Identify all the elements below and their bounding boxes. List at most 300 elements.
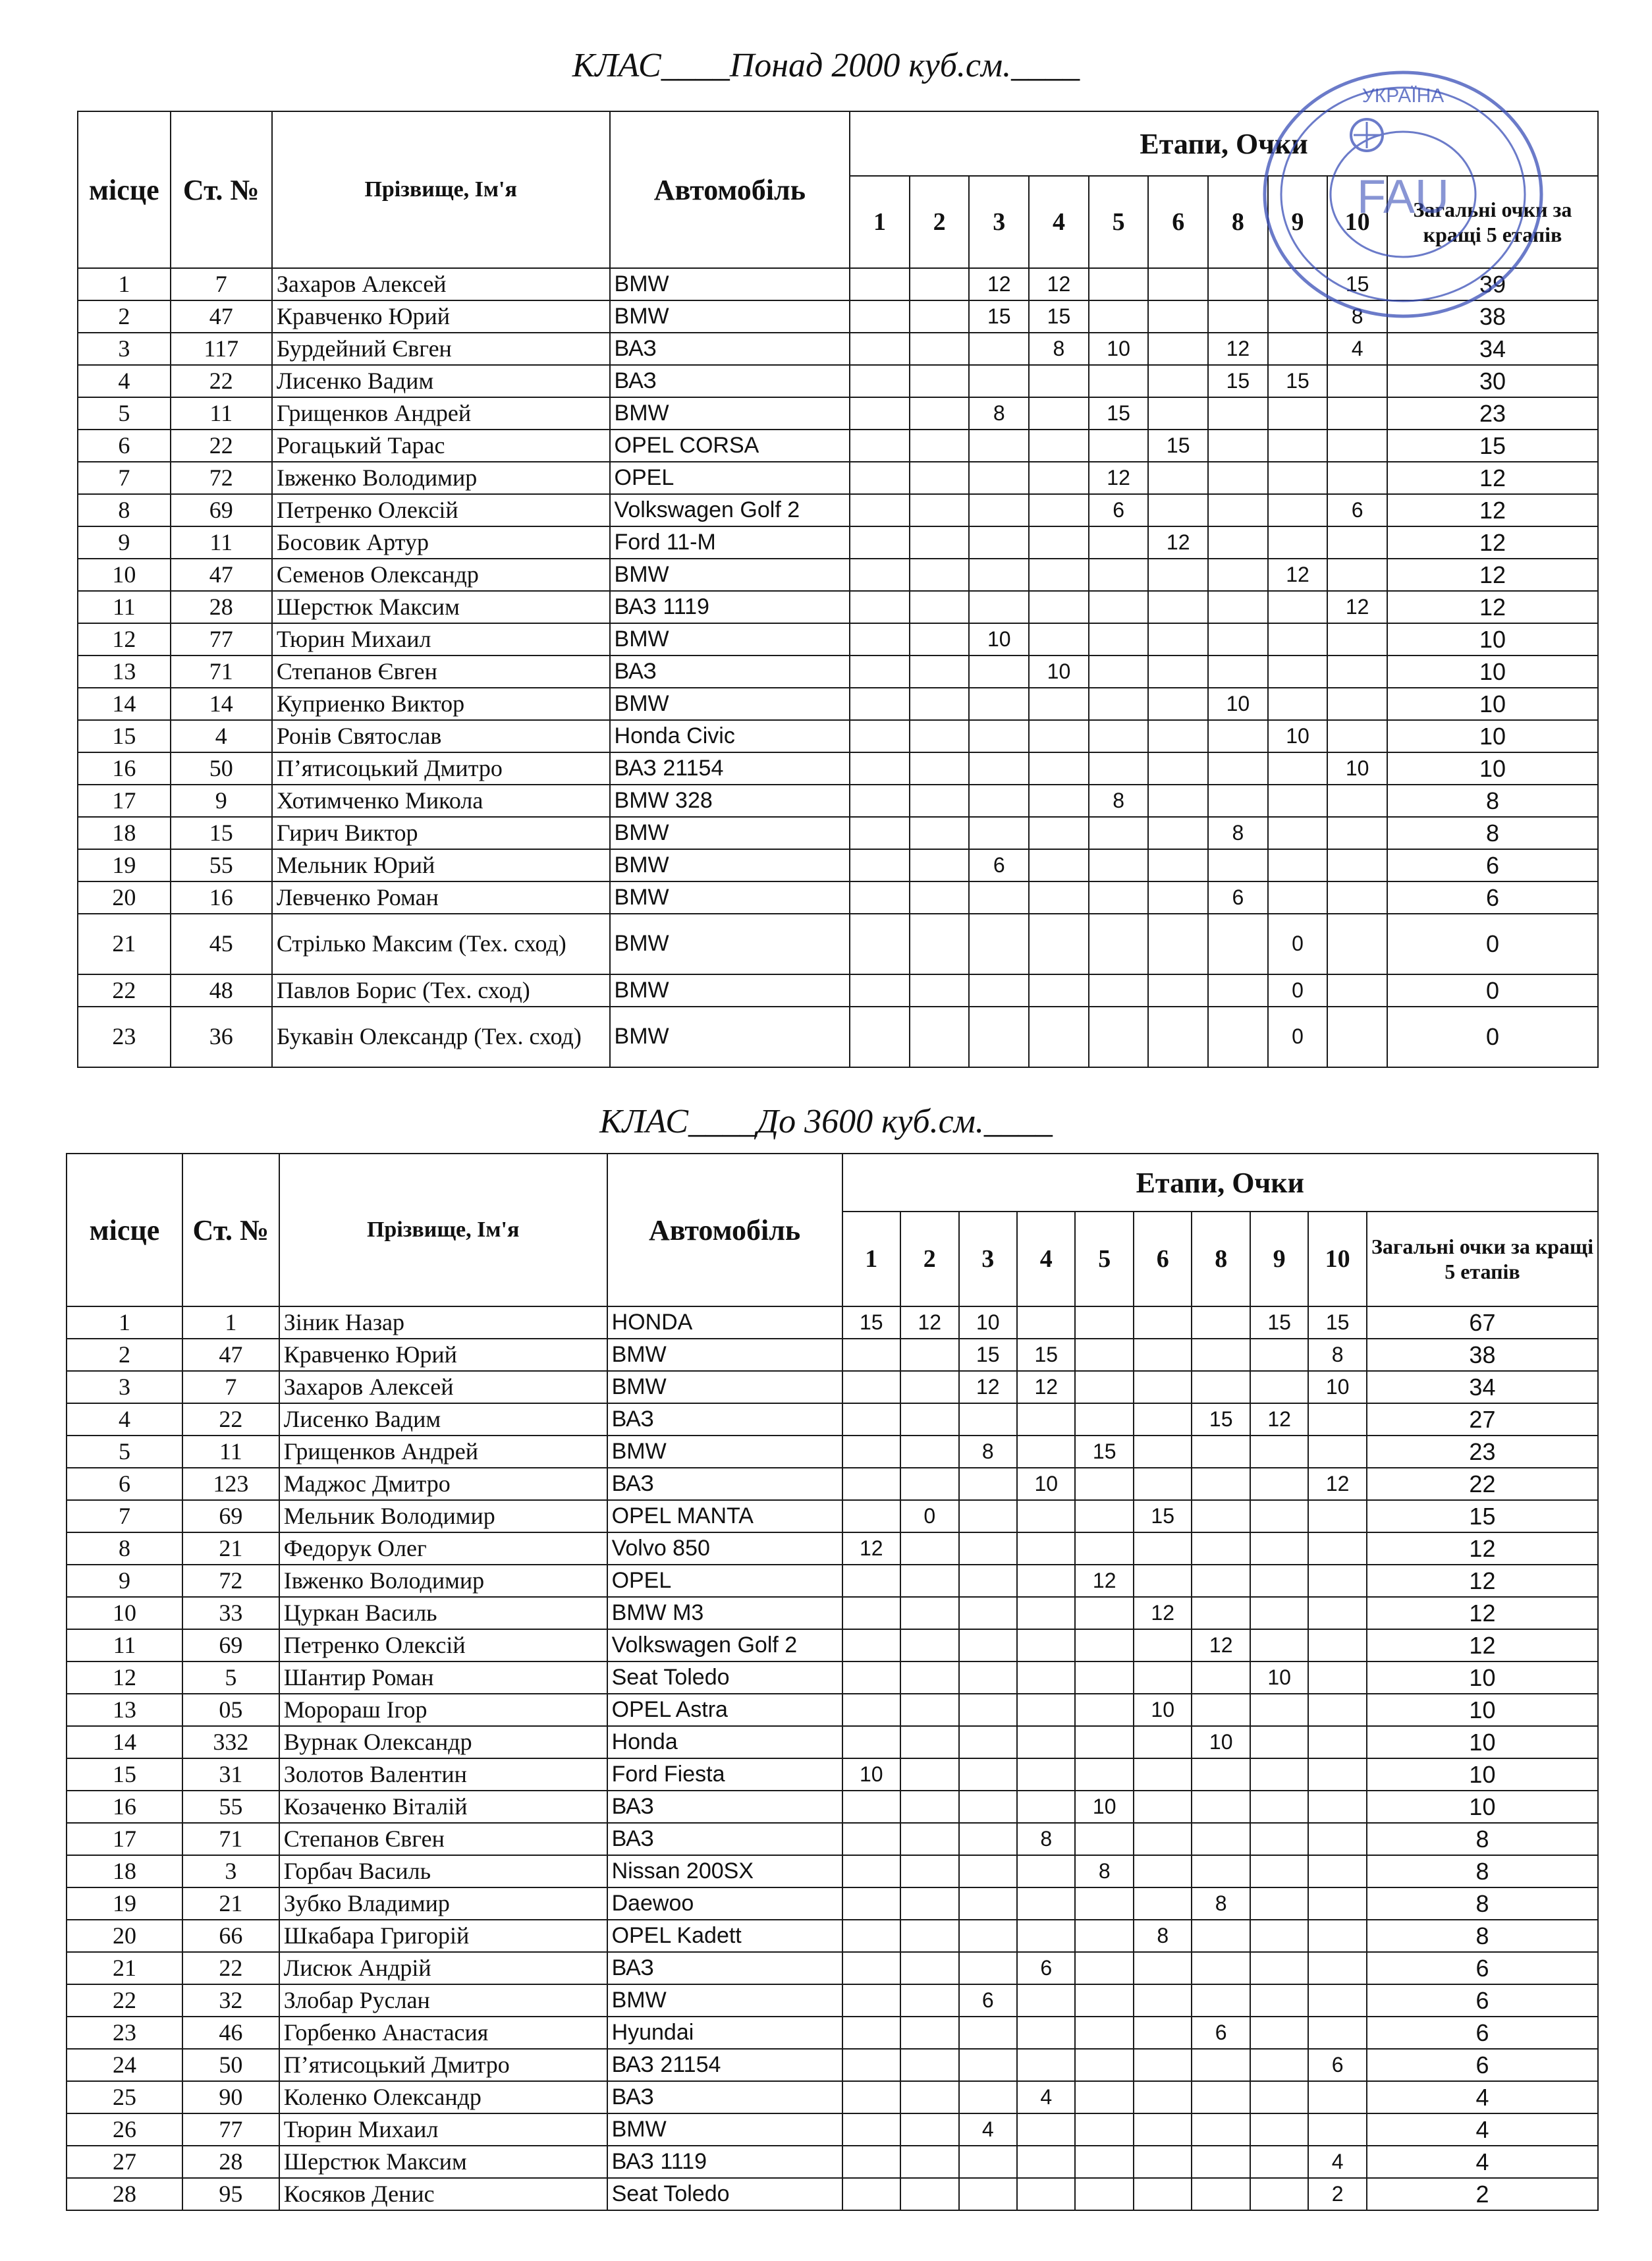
stage-points-cell [1134, 1532, 1192, 1565]
stage-points-cell [1308, 1403, 1366, 1436]
driver-name-cell: Шантир Роман [279, 1661, 607, 1694]
table-row [67, 1371, 1598, 1403]
stage-points-cell [969, 817, 1029, 849]
place-cell: 20 [67, 1920, 182, 1952]
stage-points-cell [1134, 1339, 1192, 1371]
stage-points-cell [1250, 1532, 1308, 1565]
car-cell: Volkswagen Golf 2 [607, 1629, 842, 1661]
place-cell: 7 [78, 462, 171, 494]
stage-points-cell [1192, 1920, 1250, 1952]
driver-name-cell: Лисенко Вадим [279, 1403, 607, 1436]
header-stage-2: 2 [910, 176, 970, 268]
stage-points-cell [1192, 1565, 1250, 1597]
car-cell: OPEL MANTA [607, 1500, 842, 1532]
table-row [78, 688, 1598, 720]
stage-points-cell [969, 462, 1029, 494]
table-row [67, 1726, 1598, 1758]
driver-name-cell: Шерстюк Максим [272, 591, 610, 623]
car-cell: Daewoo [607, 1887, 842, 1920]
stage-points-cell [959, 1855, 1017, 1887]
header-name: Прізвище, Ім'я [279, 1154, 607, 1306]
stage-points-cell [1029, 526, 1089, 559]
stage-points-cell: 6 [1208, 881, 1268, 914]
place-cell: 6 [67, 1468, 182, 1500]
stage-points-cell [842, 1500, 900, 1532]
stage-points-cell [1134, 1661, 1192, 1694]
driver-name-cell: Куприенко Виктор [272, 688, 610, 720]
stage-points-cell [1268, 623, 1328, 656]
stage-points-cell [1017, 2049, 1075, 2081]
stage-points-cell: 0 [1268, 974, 1328, 1007]
stage-points-cell [910, 268, 970, 300]
stage-points-cell [1268, 817, 1328, 849]
start-number-cell: 22 [182, 1952, 279, 1984]
total-points-cell: 12 [1367, 1597, 1598, 1629]
total-points-cell: 0 [1387, 974, 1598, 1007]
stage-points-cell: 10 [1134, 1694, 1192, 1726]
stage-points-cell [842, 2049, 900, 2081]
stage-points-cell: 4 [1308, 2146, 1366, 2178]
car-cell: ВАЗ [607, 2081, 842, 2113]
car-cell: ВАЗ [610, 365, 850, 397]
stage-points-cell: 0 [1268, 914, 1328, 974]
total-points-cell: 34 [1367, 1371, 1598, 1403]
stage-points-cell: 6 [1308, 2049, 1366, 2081]
stage-points-cell [1134, 2049, 1192, 2081]
stage-points-cell [959, 1920, 1017, 1952]
stage-points-cell [910, 591, 970, 623]
stage-points-cell [1308, 2113, 1366, 2146]
stage-points-cell [959, 1887, 1017, 1920]
start-number-cell: 47 [171, 559, 272, 591]
stage-points-cell [1250, 1952, 1308, 1984]
table-row [78, 591, 1598, 623]
stage-points-cell [900, 2081, 958, 2113]
header-stage-8: 8 [1192, 1212, 1250, 1306]
stage-points-cell [910, 785, 970, 817]
stage-points-cell [1089, 1007, 1149, 1067]
place-cell: 12 [67, 1661, 182, 1694]
stage-points-cell [969, 333, 1029, 365]
stage-points-cell: 8 [1134, 1920, 1192, 1952]
place-cell: 16 [78, 752, 171, 785]
stage-points-cell [1308, 2017, 1366, 2049]
place-cell: 14 [67, 1726, 182, 1758]
driver-name-cell: Захаров Алексей [279, 1371, 607, 1403]
stage-points-cell [850, 1007, 910, 1067]
start-number-cell: 72 [182, 1565, 279, 1597]
stage-points-cell: 6 [969, 849, 1029, 881]
stage-points-cell [1192, 1339, 1250, 1371]
table-row [67, 2146, 1598, 2178]
stage-points-cell [1089, 817, 1149, 849]
car-cell: BMW [607, 1339, 842, 1371]
stage-points-cell [1134, 1306, 1192, 1339]
table-row [67, 1597, 1598, 1629]
total-points-cell: 4 [1367, 2146, 1598, 2178]
car-cell: BMW [607, 2113, 842, 2146]
start-number-cell: 3 [182, 1855, 279, 1887]
table-row [78, 397, 1598, 430]
driver-name-cell: Мельник Юрий [272, 849, 610, 881]
stage-points-cell [900, 1823, 958, 1855]
driver-name-cell: Злобар Руслан [279, 1984, 607, 2017]
stage-points-cell [1250, 1791, 1308, 1823]
total-points-cell: 12 [1367, 1532, 1598, 1565]
stage-points-cell [1089, 300, 1149, 333]
stage-points-cell: 12 [900, 1306, 958, 1339]
stage-points-cell [842, 1823, 900, 1855]
stage-points-cell [1029, 720, 1089, 752]
stage-points-cell [1075, 2049, 1133, 2081]
stage-points-cell: 15 [1017, 1339, 1075, 1371]
stage-points-cell [1017, 2017, 1075, 2049]
total-points-cell: 38 [1367, 1339, 1598, 1371]
driver-name-cell: Семенов Олександр [272, 559, 610, 591]
place-cell: 3 [67, 1371, 182, 1403]
stage-points-cell [1250, 2081, 1308, 2113]
place-cell: 18 [78, 817, 171, 849]
table-row [67, 1823, 1598, 1855]
stage-points-cell [1075, 1984, 1133, 2017]
car-cell: ВАЗ [607, 1403, 842, 1436]
stage-points-cell [1075, 2178, 1133, 2210]
car-cell: Ford Fiesta [607, 1758, 842, 1791]
stage-points-cell [910, 974, 970, 1007]
stage-points-cell [1268, 462, 1328, 494]
start-number-cell: 71 [171, 656, 272, 688]
stage-points-cell [850, 494, 910, 526]
stage-points-cell: 6 [959, 1984, 1017, 2017]
stage-points-cell [910, 300, 970, 333]
stage-points-cell [1250, 1694, 1308, 1726]
stage-points-cell [1250, 1984, 1308, 2017]
total-points-cell: 39 [1387, 268, 1598, 300]
stage-points-cell [1192, 1468, 1250, 1500]
stage-points-cell: 15 [1308, 1306, 1366, 1339]
car-cell: BMW [610, 688, 850, 720]
stage-points-cell [1250, 1597, 1308, 1629]
stage-points-cell [1075, 1597, 1133, 1629]
stage-points-cell [1148, 817, 1208, 849]
stage-points-cell [1268, 849, 1328, 881]
total-points-cell: 38 [1387, 300, 1598, 333]
total-points-cell: 12 [1387, 494, 1598, 526]
stage-points-cell [842, 1565, 900, 1597]
place-cell: 13 [78, 656, 171, 688]
place-cell: 23 [67, 2017, 182, 2049]
stage-points-cell: 0 [900, 1500, 958, 1532]
stage-points-cell [1308, 1694, 1366, 1726]
stage-points-cell [1250, 1468, 1308, 1500]
stage-points-cell [1075, 1758, 1133, 1791]
total-points-cell: 10 [1387, 752, 1598, 785]
table-row [78, 720, 1598, 752]
stage-points-cell [1250, 1371, 1308, 1403]
stage-points-cell [1268, 881, 1328, 914]
place-cell: 17 [67, 1823, 182, 1855]
stage-points-cell [1208, 462, 1268, 494]
stage-points-cell: 12 [1308, 1468, 1366, 1500]
start-number-cell: 11 [171, 526, 272, 559]
stage-points-cell [1029, 881, 1089, 914]
stage-points-cell [1134, 1565, 1192, 1597]
stage-points-cell [959, 2146, 1017, 2178]
stage-points-cell [842, 1887, 900, 1920]
place-cell: 20 [78, 881, 171, 914]
stage-points-cell [842, 2081, 900, 2113]
stage-points-cell [842, 1661, 900, 1694]
stage-points-cell [969, 785, 1029, 817]
start-number-cell: 28 [182, 2146, 279, 2178]
stage-points-cell: 10 [1268, 720, 1328, 752]
stage-points-cell: 12 [1208, 333, 1268, 365]
stage-points-cell [959, 2049, 1017, 2081]
table-row [67, 2081, 1598, 2113]
stage-points-cell [959, 1823, 1017, 1855]
stage-points-cell [1089, 752, 1149, 785]
stage-points-cell [1148, 268, 1208, 300]
total-points-cell: 12 [1387, 559, 1598, 591]
stage-points-cell [959, 2017, 1017, 2049]
stage-points-cell [900, 1694, 958, 1726]
start-number-cell: 9 [171, 785, 272, 817]
stage-points-cell [1017, 1694, 1075, 1726]
stage-points-cell [910, 720, 970, 752]
stage-points-cell [1268, 591, 1328, 623]
stage-points-cell: 15 [1029, 300, 1089, 333]
stage-points-cell [850, 974, 910, 1007]
stage-points-cell [1192, 2049, 1250, 2081]
car-cell: BMW [610, 849, 850, 881]
stage-points-cell [900, 1791, 958, 1823]
start-number-cell: 36 [171, 1007, 272, 1067]
stage-points-cell [850, 526, 910, 559]
stage-points-cell [959, 1791, 1017, 1823]
driver-name-cell: Горбенко Анастасия [279, 2017, 607, 2049]
total-points-cell: 6 [1367, 2017, 1598, 2049]
car-cell: BMW [610, 397, 850, 430]
car-cell: BMW [610, 817, 850, 849]
stage-points-cell [1017, 1597, 1075, 1629]
stage-points-cell [1017, 1920, 1075, 1952]
stage-points-cell [1089, 720, 1149, 752]
stage-points-cell: 10 [842, 1758, 900, 1791]
stage-points-cell [1208, 656, 1268, 688]
place-cell: 1 [78, 268, 171, 300]
start-number-cell: 77 [182, 2113, 279, 2146]
table-row [78, 365, 1598, 397]
place-cell: 11 [67, 1629, 182, 1661]
table-row [67, 2178, 1598, 2210]
car-cell: Nissan 200SX [607, 1855, 842, 1887]
stage-points-cell [1089, 881, 1149, 914]
stage-points-cell [1089, 526, 1149, 559]
stage-points-cell [900, 1984, 958, 2017]
stage-points-cell [1075, 1661, 1133, 1694]
table-row [78, 559, 1598, 591]
stage-points-cell [1250, 1758, 1308, 1791]
total-points-cell: 8 [1367, 1887, 1598, 1920]
start-number-cell: 21 [182, 1532, 279, 1565]
stage-points-cell [1017, 1791, 1075, 1823]
start-number-cell: 77 [171, 623, 272, 656]
stage-points-cell: 15 [969, 300, 1029, 333]
total-points-cell: 10 [1367, 1726, 1598, 1758]
driver-name-cell: Павлов Борис (Тех. сход) [272, 974, 610, 1007]
table-row [67, 2049, 1598, 2081]
table-row [67, 1532, 1598, 1565]
stage-points-cell [1029, 494, 1089, 526]
stage-points-cell [959, 1565, 1017, 1597]
place-cell: 15 [67, 1758, 182, 1791]
header-start-number: Ст. № [171, 111, 272, 268]
place-cell: 9 [78, 526, 171, 559]
header-stage-6: 6 [1148, 176, 1208, 268]
stage-points-cell [1017, 1565, 1075, 1597]
stage-points-cell [910, 526, 970, 559]
stage-points-cell: 8 [1308, 1339, 1366, 1371]
stage-points-cell: 12 [1089, 462, 1149, 494]
stage-points-cell [1208, 1007, 1268, 1067]
stage-points-cell [1029, 974, 1089, 1007]
driver-name-cell: Захаров Алексей [272, 268, 610, 300]
stage-points-cell [1075, 1306, 1133, 1339]
stage-points-cell [1134, 2178, 1192, 2210]
stage-points-cell [900, 1597, 958, 1629]
stage-points-cell [1029, 623, 1089, 656]
stage-points-cell [1208, 559, 1268, 591]
stage-points-cell [910, 559, 970, 591]
class1-title: КЛАС____Понад 2000 куб.см.____ [572, 47, 1080, 84]
place-cell: 5 [78, 397, 171, 430]
car-cell: OPEL CORSA [610, 430, 850, 462]
stage-points-cell [1029, 591, 1089, 623]
start-number-cell: 48 [171, 974, 272, 1007]
stage-points-cell [1250, 2113, 1308, 2146]
stage-points-cell [850, 397, 910, 430]
stage-points-cell [842, 1855, 900, 1887]
stage-points-cell [1017, 1629, 1075, 1661]
stage-points-cell [1075, 1823, 1133, 1855]
stage-points-cell [1250, 1500, 1308, 1532]
table-row [78, 462, 1598, 494]
stage-points-cell [842, 1791, 900, 1823]
start-number-cell: 32 [182, 1984, 279, 2017]
start-number-cell: 72 [171, 462, 272, 494]
driver-name-cell: Степанов Євген [272, 656, 610, 688]
stage-points-cell [969, 494, 1029, 526]
header-stage-3: 3 [969, 176, 1029, 268]
stage-points-cell [1148, 1007, 1208, 1067]
stage-points-cell: 10 [959, 1306, 1017, 1339]
stamp-top-text: УКРАЇНА [1362, 85, 1445, 107]
total-points-cell: 0 [1387, 1007, 1598, 1067]
header-start-number: Ст. № [182, 1154, 279, 1306]
stage-points-cell [1089, 268, 1149, 300]
table-row [67, 1855, 1598, 1887]
header-stage-2: 2 [900, 1212, 958, 1306]
stage-points-cell [1148, 974, 1208, 1007]
stage-points-cell [969, 914, 1029, 974]
start-number-cell: 11 [182, 1436, 279, 1468]
total-points-cell: 10 [1387, 720, 1598, 752]
driver-name-cell: Шкабара Григорій [279, 1920, 607, 1952]
place-cell: 23 [78, 1007, 171, 1067]
stage-points-cell: 10 [1327, 752, 1387, 785]
car-cell: BMW 328 [610, 785, 850, 817]
stage-points-cell [842, 2178, 900, 2210]
car-cell: BMW M3 [607, 1597, 842, 1629]
start-number-cell: 46 [182, 2017, 279, 2049]
stage-points-cell [850, 881, 910, 914]
total-points-cell: 34 [1387, 333, 1598, 365]
stage-points-cell: 8 [969, 397, 1029, 430]
stage-points-cell [959, 1629, 1017, 1661]
stage-points-cell [850, 333, 910, 365]
total-points-cell: 12 [1367, 1629, 1598, 1661]
total-points-cell: 0 [1387, 914, 1598, 974]
stage-points-cell [1192, 2178, 1250, 2210]
stage-points-cell: 15 [1134, 1500, 1192, 1532]
table-row [78, 1007, 1598, 1067]
stage-points-cell [1134, 1887, 1192, 1920]
stage-points-cell: 6 [1327, 494, 1387, 526]
stage-points-cell [969, 752, 1029, 785]
stage-points-cell [969, 688, 1029, 720]
car-cell: ВАЗ [607, 1791, 842, 1823]
stage-points-cell: 10 [1075, 1791, 1133, 1823]
stage-points-cell [1268, 494, 1328, 526]
stage-points-cell [850, 817, 910, 849]
table-row [78, 333, 1598, 365]
stage-points-cell [1268, 752, 1328, 785]
stage-points-cell [1017, 2113, 1075, 2146]
total-points-cell: 8 [1387, 785, 1598, 817]
table-row [78, 785, 1598, 817]
table-row [67, 1694, 1598, 1726]
start-number-cell: 14 [171, 688, 272, 720]
stage-points-cell [1308, 1661, 1366, 1694]
total-points-cell: 10 [1367, 1791, 1598, 1823]
stage-points-cell [1017, 1500, 1075, 1532]
place-cell: 21 [78, 914, 171, 974]
car-cell: Hyundai [607, 2017, 842, 2049]
stage-points-cell [1327, 656, 1387, 688]
table-row [67, 1436, 1598, 1468]
car-cell: Honda [607, 1726, 842, 1758]
table-row [67, 2113, 1598, 2146]
place-cell: 1 [67, 1306, 182, 1339]
stage-points-cell: 8 [1208, 817, 1268, 849]
car-cell: ВАЗ 21154 [607, 2049, 842, 2081]
header-stage-10: 10 [1308, 1212, 1366, 1306]
start-number-cell: 69 [182, 1629, 279, 1661]
stage-points-cell [900, 1855, 958, 1887]
start-number-cell: 05 [182, 1694, 279, 1726]
stage-points-cell: 12 [1268, 559, 1328, 591]
class2-results-table [66, 1153, 1599, 2211]
stage-points-cell [1327, 817, 1387, 849]
table-row [78, 656, 1598, 688]
place-cell: 8 [78, 494, 171, 526]
stage-points-cell [842, 1920, 900, 1952]
stage-points-cell [969, 974, 1029, 1007]
stage-points-cell [959, 2081, 1017, 2113]
stage-points-cell: 4 [959, 2113, 1017, 2146]
car-cell: ВАЗ [610, 656, 850, 688]
table-row [67, 1403, 1598, 1436]
